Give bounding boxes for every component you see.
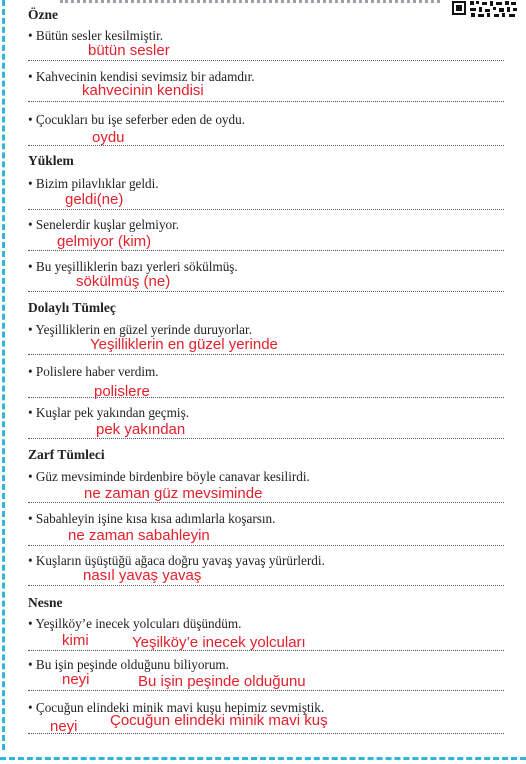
sentence: • Kahvecinin kendisi sevimsiz bir adamdır. xyxy=(28,69,255,84)
answer-dotted-line xyxy=(28,650,504,651)
sentence: • Senelerdir kuşlar gelmiyor. xyxy=(28,217,180,232)
left-dashed-border xyxy=(2,0,5,750)
answer-dotted-line xyxy=(28,291,504,292)
handwritten-answer: ne zaman sabahleyin xyxy=(68,527,210,544)
handwritten-answer: Yeşilliklerin en güzel yerinde xyxy=(90,336,278,353)
answer-dotted-line xyxy=(28,60,504,61)
section-title-zarf-tumleci: Zarf Tümleci xyxy=(28,447,105,462)
section-title-ozne: Özne xyxy=(28,7,58,22)
section-title-yuklem: Yüklem xyxy=(28,153,74,168)
handwritten-answer: bütün sesler xyxy=(88,42,170,59)
answer-dotted-line xyxy=(28,690,504,691)
answer-dotted-line xyxy=(28,354,504,355)
answer-dotted-line xyxy=(28,145,504,146)
answer-dotted-line xyxy=(28,733,504,734)
handwritten-answer: gelmiyor (kim) xyxy=(57,233,152,250)
sentence: • Kuşlar pek yakından geçmiş. xyxy=(28,405,189,420)
answer-dotted-line xyxy=(28,397,504,398)
top-dotted-rule xyxy=(60,0,440,7)
section-title-dolayli-tumlec: Dolaylı Tümleç xyxy=(28,300,116,315)
handwritten-answer: polislere xyxy=(94,383,150,400)
sentence: • Bu işin peşinde olduğunu biliyorum. xyxy=(28,657,229,672)
sentence: • Yeşilliklerin en güzel yerinde duruyorlar. xyxy=(28,322,252,337)
handwritten-answer: Yeşilköy’e inecek yolcuları xyxy=(132,634,306,651)
sentence: • Çocukları bu işe seferber eden de oydu. xyxy=(28,112,246,127)
handwritten-answer: oydu xyxy=(92,129,125,146)
sentence: • Güz mevsiminde birdenbire böyle canavar kesilirdi. xyxy=(28,469,310,484)
answer-dotted-line xyxy=(28,502,504,503)
handwritten-answer: sökülmüş (ne) xyxy=(76,273,171,290)
sentence: • Kuşların üşüştüğü ağaca doğru yavaş yavaş yürürlerdi. xyxy=(28,553,325,568)
handwritten-answer: pek yakından xyxy=(96,421,186,438)
answer-dotted-line xyxy=(28,250,504,251)
sentence: • Polislere haber verdim. xyxy=(28,364,159,379)
handwritten-answer: Çocuğun elindeki minik mavi kuş xyxy=(110,712,328,729)
sentence: • Yeşilköy’e inecek yolcuları düşündüm. xyxy=(28,616,242,631)
sentence: • Sabahleyin işine kısa kısa adımlarla koşarsın. xyxy=(28,511,276,526)
handwritten-answer: kahvecinin kendisi xyxy=(82,82,204,99)
bottom-dashed-border xyxy=(0,757,526,760)
handwritten-answer: neyi xyxy=(50,718,78,735)
handwritten-answer: kimi xyxy=(62,632,89,649)
qr-code-icon xyxy=(452,0,518,18)
answer-dotted-line xyxy=(28,438,504,439)
handwritten-answer: ne zaman güz mevsiminde xyxy=(84,485,263,502)
sentence: • Bütün sesler kesilmiştir. xyxy=(28,28,164,43)
handwritten-answer: nasıl yavaş yavaş xyxy=(83,567,202,584)
sentence: • Çocuğun elindeki minik mavi kuşu hepimiz sevmiştik. xyxy=(28,700,325,715)
handwritten-answer: neyi xyxy=(62,671,90,688)
answer-dotted-line xyxy=(28,545,504,546)
answer-dotted-line xyxy=(28,209,504,210)
answer-dotted-line xyxy=(28,585,504,586)
section-title-nesne: Nesne xyxy=(28,595,63,610)
sentence: • Bu yeşilliklerin bazı yerleri sökülmüş. xyxy=(28,259,238,274)
answer-dotted-line xyxy=(28,101,504,102)
handwritten-answer: geldi(ne) xyxy=(65,191,124,208)
handwritten-answer: Bu işin peşinde olduğunu xyxy=(138,673,306,690)
sentence: • Bizim pilavlıklar geldi. xyxy=(28,176,159,191)
